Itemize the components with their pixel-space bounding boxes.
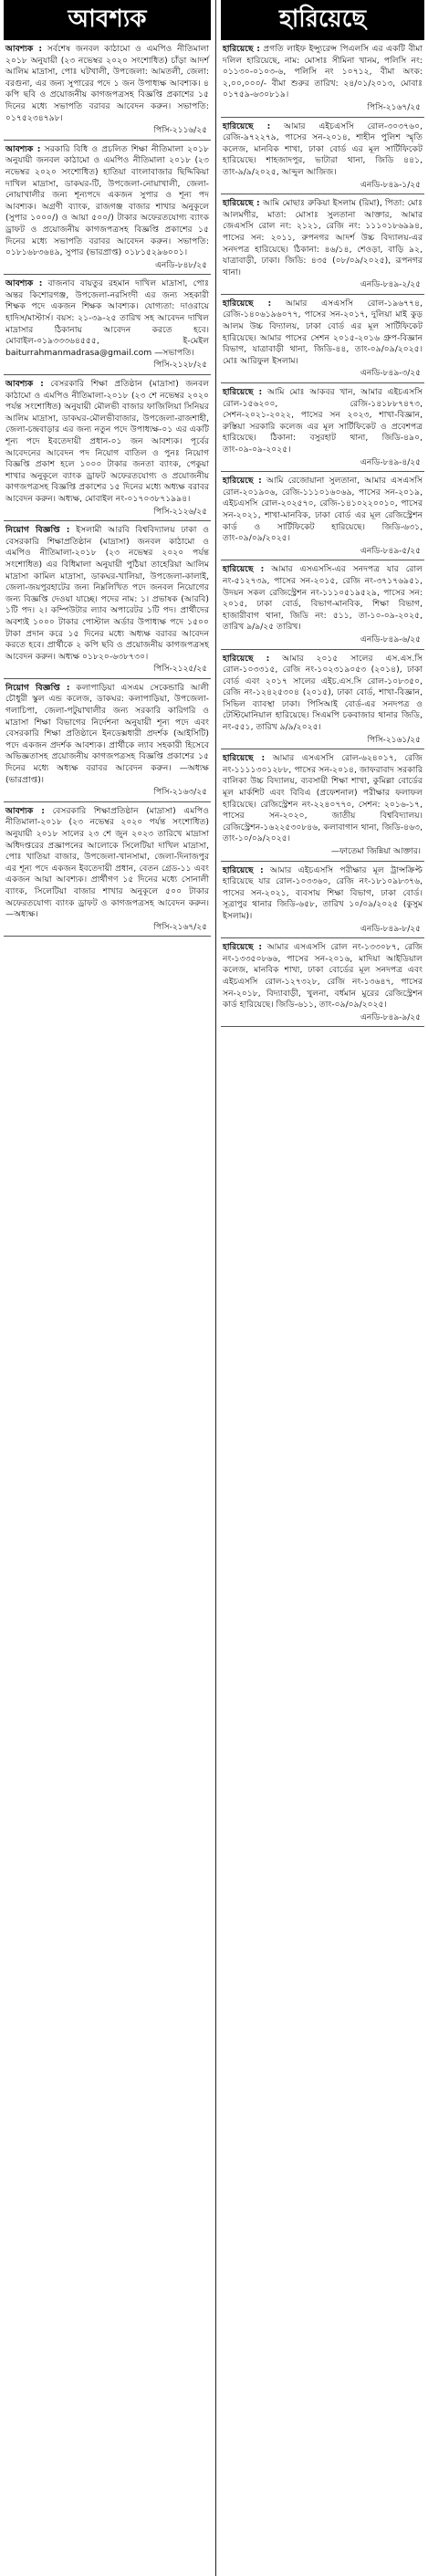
classified-ad — [221, 472, 424, 560]
ad-heading: নিয়োগ বিজ্ঞপ্তি : — [5, 525, 70, 536]
ad-text: আমার এইচএসসি পরীক্ষার মূল ট্রান্সক্রিপ্ট হারিয়েছে যার রোল-১০৩৩৬০, রেজি নং-১৮১০৯৮৩৭৬, পাসের সন-২০২১, ব্যবসায় শিক্ষা বিভাগ, ঢাকা বোর্ড। সূত্রাপুর থানার জিডি-৬৫৮, তারিখ ১০/০৯/২০২৫ (কুসুম ইসলাম)। — [223, 864, 423, 921]
ad-reference-code: পিসি-২১২৬/২৫ — [153, 507, 207, 517]
ad-reference-code: এনডি-৮৪৮/২৫ — [155, 260, 207, 270]
ad-body — [223, 121, 423, 179]
ad-heading: হারিয়েছে : — [223, 864, 264, 875]
ad-heading: হারিয়েছে : — [223, 387, 263, 398]
ad-text: বেসরকারি শিক্ষা প্রতিষ্ঠান (মাদ্রাসা) জনবল কাঠামো ও এমপিও নীতিমালা-২০১৮ (২৩ শে নভেম্বর ২০২০ পর্যন্ত সংশোধিত) অনুযায়ী মৌলভী বাজার ফাজিলিয়া সিনিয়র আলিম মাদ্রাসা, ডাকঘর-মৌলভীবাজার, উপজেলা-রাজশাহী, জেলা-চন্দ্রবাড়ার এর জন্য নতুন পদে উপাধ্যক্ষ-০১ এর একটি শূন্য পদে ইবতেদায়ী প্রধান-০১ জন আবশ্যক। পূর্বের আবেদনের আবেদন পদ নিয়োগ বাতিল ও পুনঃ নিয়োগ বিজ্ঞপ্তি প্রকাশ হলে ১০০০ টাকার জনতা ব্যাংক, পেকুয়া শাখার অনুকূলে ব্যাংক ড্রাফট অফেরতযোগ্য ও প্রয়োজনীয় কাগজপত্রসহ বিজ্ঞপ্তি প্রকাশের ১৫ দিনের মধ্যে অধ্যক্ষ বরাবর আবেদন করুন। অধ্যক্ষ, মোবাইল নং-০১৭০৩৮৭১৯৯৪। — [5, 379, 209, 504]
ad-reference-code: এনডি-৮৪৯-৮/২৫ — [360, 924, 421, 934]
ad-reference-code: এনডি-৮৪৯-১/২৫ — [360, 180, 421, 190]
ad-heading: হারিয়েছে : — [223, 653, 270, 664]
classified-ad — [221, 650, 424, 750]
ad-reference-code: এনডি-৮৪৯-২/২৫ — [360, 280, 421, 290]
ad-heading: হারিয়েছে : — [223, 198, 260, 209]
ad-body — [223, 44, 423, 101]
ad-text: আমার এইচএসসি রোল-৩০৩৭৬০, রেজি-৯৭২২৭৯, পাসের সন-২০১৪, শাহীন পুলিশ স্মৃতি কলেজ, মানবিক শাখা, ঢাকা বোর্ড এর মূল সার্টিফিকেট হারিয়েছে। শাহজাদপুর, ভাটারা থানা, জিডি ৪৪১, তাং-৯/৯/২০২৫, আব্দুল আজিজ। — [223, 120, 423, 177]
ad-body — [223, 942, 423, 1011]
classified-ad — [4, 141, 211, 276]
ad-reference-code: এনডি-৮৪৯-৬/২৫ — [360, 634, 421, 644]
ad-heading: হারিয়েছে : — [223, 44, 260, 54]
ad-reference-code: —ফাতেমা জিন্নিয়া আক্তার। — [330, 847, 421, 856]
classified-ad — [221, 383, 424, 472]
ad-body — [223, 865, 423, 923]
ad-body — [223, 476, 423, 545]
ad-list-lost — [221, 40, 424, 1027]
ad-reference-code: পিসি-২১২৫/২৫ — [153, 665, 207, 675]
ad-reference-code: পিসি-২১৬১/২৫ — [367, 735, 421, 745]
ad-body — [5, 44, 209, 124]
ad-text: প্রগতি লাইফ ইন্স্যুরেন্স পিএলসি এর একটি বীমা দলিল হারিয়েছে, নাম: মোসাঃ সীমিনা খানম, পলিসি নং: ০১১৩০-০১০৩-৬, পলিসি নং ১০৭১২, বীমা অংক: ২,০০,০০০/- বীমা শুরুর তারিখ: ২৪/০১/২০১৩, মোবাঃ ০১৭৫৯-৬৩০৮১৯। — [223, 44, 423, 100]
ad-heading: হারিয়েছে : — [223, 120, 271, 131]
ad-body — [5, 525, 209, 663]
ad-heading: আবশ্যক : — [5, 143, 41, 154]
ad-reference-code: এনডি-৮৪৯-৯/২৫ — [360, 1012, 421, 1022]
ad-text: আমার এসএসসি-এর সনদপত্র যার রোল নং-৫১২৭৩৯, পাসের সন-২০১৫, রেজি নং-৩৭১৭৬৯৫১, উদয়ন সকল রেজিস্ট্রেশন নং-১১১০৫১৯৫২৯, পাসের সন: ২০১৫, ঢাকা বোর্ড, বিভাগ-মানবিক, শিক্ষা বিভাগ, হাজারীবাগ থানা, জিডি নং: ৫১১, তা-১০-০৯-২০২৫, তারিখ ৯/৯/২৫ তারিখ। — [223, 564, 423, 633]
ad-body — [5, 379, 209, 506]
ad-reference-code: পিসি-২১২৮/২৫ — [153, 361, 207, 371]
classified-ad — [221, 938, 424, 1027]
ad-body — [223, 298, 423, 368]
ad-body — [223, 654, 423, 734]
ad-heading: হারিয়েছে : — [223, 564, 265, 575]
section-header-wanted: আবশ্যক — [4, 0, 211, 40]
ad-heading: আবশ্যক : — [5, 278, 43, 289]
ad-body — [5, 144, 209, 259]
ad-text: কলাপাড়িয়া এসএম সেকেন্ডারি আলী চৌধুরী স্কুল এন্ড কলেজ, ডাকঘর: কলাপাড়িয়া, উপজেলা-গলাচিপা, জেলা-পটুয়াখালীর জন্য সরকারি কারিগরি ও মাদ্রাসা শিক্ষা বিভাগের নির্দেশনা অনুযায়ী শূন্য পদে এবং বেসরকারি শিক্ষা প্রতিষ্ঠানে ইনডেক্সধারী প্রদর্শক (আইসিটি) পদে একজন প্রদর্শক আবশ্যক। প্রার্থীকে ল্যাব সহকারী হিসেবে অভিজ্ঞতাসহ প্রয়োজনীয় কাগজপত্রসহ বিজ্ঞপ্তি প্রকাশের ১৫ দিনের মধ্যে অধ্যক্ষ বরাবর আবেদন করুন। —অধ্যক্ষ (ভারপ্রাপ্ত)। — [5, 682, 209, 785]
classified-ad — [221, 295, 424, 383]
ad-body — [5, 278, 209, 359]
classified-ad — [4, 275, 211, 375]
ad-reference-code: পিসি-২১৬৭/২৫ — [367, 102, 421, 112]
ad-reference-code: এনডি-৮৪৯-৩/২৫ — [360, 369, 421, 379]
ad-heading: হারিয়েছে : — [223, 476, 262, 487]
ad-body — [223, 564, 423, 634]
ad-text: আমার এসএসসি রোল নং-১৩৩০৮৭, রেজি নং-১৩৩৫০৮৬৬, পাসের সন-২০১৬, মাদিয়া আইডিয়াল কলেজ, মানবিক শাখা, ঢাকা বোর্ডের মূল সনদপত্র এবং এইচএসসি রোল-১২৭৩২৮, রেজি নং-১৩৬৪৭, পাসের সন-২০১৮, বিদ্যাবাড়ী, খুলনা, বর্ধমান মুরের রেজিস্ট্রেশন কার্ড হারিয়েছে। জিডি-৬১১, তাং-০৯/০৯/২০২৫। — [223, 942, 423, 1011]
ad-heading: হারিয়েছে : — [223, 753, 266, 764]
ad-text: আমি মোঃ আকবর খান, আমার এইচএসসি রোল-১৫৬২০০, রেজি-১৪১৮৮৭৪৭৩, সেশন-২০২১-২০২২, পাসের সন ২০২৩, শাখা-বিজ্ঞান, রুস্তিয়া সরকারি কলেজ এর মূল সার্টিফিকেট ও প্রবেশপত্র হারিয়েছে। ঠিকানা: বসুরহাট থানা, জিডি-৪৯০, তাং-০৯-০৯-২০২৫। — [223, 387, 423, 455]
classified-ad — [221, 862, 424, 939]
column-lost — [221, 0, 424, 1027]
column-divider — [215, 0, 216, 2576]
ad-body — [223, 198, 423, 278]
classified-ad — [221, 118, 424, 195]
ad-text: আমি রেজোয়ানা সুলতানা, আমার এসএসসি রোল-২০১৯০৬, রেজি-১১১০১৬০৬৯, পাসের সন-২০১৯, এইচএসসি রোল-২০২৫৭০, রেজি-১৪১০২২০০১০, পাসের সন-২০২১, শাখা-মানবিক, ঢাকা বোর্ড এর মূল রেজিস্ট্রেশন কার্ড ও সার্টিফিকেট হারিয়েছে। জিডি-৬৩১, তাং-০৯/০৯/২০২৫। — [223, 476, 423, 544]
classified-ad — [4, 679, 211, 802]
classified-ad — [4, 375, 211, 521]
classified-ad — [4, 802, 211, 937]
ad-reference-code: পিসি-২১৬৩/২৫ — [153, 788, 207, 798]
ad-heading: হারিয়েছে : — [223, 942, 263, 953]
classified-ad — [221, 194, 424, 295]
ad-heading: আবশ্যক : — [5, 44, 43, 54]
ad-reference-code: এনডি-৮৪৯-৪/২৫ — [360, 457, 421, 467]
ad-text: ইসলামী আরবি বিশ্ববিদ্যালয় ঢাকা ও বেসরকারি শিক্ষাপ্রতিষ্ঠান (মাদ্রাসা) জনবল কাঠামো ও এমপিও নীতিমালা-২০১৮ (২৩ নভেম্বর ২০২০ পর্যন্ত সংশোধিত) এর বিধিমালা অনুযায়ী পুঠিয়া তাহেরিয়া আলিম মাদ্রাসা কামিল মাদ্রাসা, ডাকঘর-খালিয়া, উপজেলা-কালাই, জেলা-জয়পুরহাটের জন্য নিম্নলিখিত পদে জনবল নিয়োগের জন্য বিজ্ঞপ্তি দেওয়া যাচ্ছে। পদের নাম: ১। প্রভাষক (আরবি) ১টি পদ। ২। কম্পিউটার ল্যাব অপারেটর ১টি পদ। প্রার্থীদের অবশ্যই ১০০০ টাকার পোস্টাল অর্ডার উপাধ্যক্ষ পদে ১৫০০ টাকা প্রদান করে ১৫ দিনের মধ্যে অধ্যক্ষ বরাবর আবেদন করতে হবে। প্রার্থীকে ২ কপি ছবি ও প্রয়োজনীয় কাগজপত্রসহ আবেদন করুন। অধ্যক্ষ ০১৮২০-৬৩৮৭৩০। — [5, 525, 209, 662]
section-header-lost: হারিয়েছে — [221, 0, 424, 40]
classified-ad — [221, 749, 424, 861]
ad-body — [5, 683, 209, 786]
classified-ad — [4, 521, 211, 679]
column-wanted — [4, 0, 211, 937]
ad-heading: নিয়োগ বিজ্ঞপ্তি : — [5, 682, 70, 693]
ad-heading: হারিয়েছে : — [223, 298, 272, 309]
ad-heading: আবশ্যক : — [5, 805, 45, 816]
ad-body — [223, 387, 423, 456]
ad-reference-code: পিসি-২১১৬/২৫ — [153, 126, 207, 136]
ad-reference-code: এনডি-৮৪৯-৫/২৫ — [360, 546, 421, 556]
ad-text: সরকারি বিধি ও প্রচলিত শিক্ষা নীতিমালা ২০১৮ অনুযায়ী জনবল কাঠামো ও এমপিও নীতিমালা ২০১৮ (২৩ নভেম্বর ২০২০ সংশোধিত) হাতিয়া বাংলাবাজার ছিদ্দিকিয়া দাখিল মাদ্রাসা, ডাকঘর-টি, উপজেলা-নোয়াখালী, জেলা-নোয়াখালীর জন্য শূন্যপদে একজন সুপার ও শূন্য পদ আবশ্যক। অগ্রণী ব্যাংক, রাজগঞ্জ বাজার শাখার অনুকূলে (সুপার ১০০০/) ও আয়া ৫০০/) টাকার অফেরতযোগ্য ব্যাংক ড্রাফট ও প্রয়োজনীয় কাগজপত্রসহ বিজ্ঞপ্তি প্রকাশের ১৫ দিনের মধ্যে সভাপতি বরাবর আবেদন করুন। সভাপতি: ০১৮১৬৮৩৬৪৯, সুপার (ভারপ্রাপ্ত) ০১৮১৫২৯৬০০১। — [5, 143, 209, 258]
ad-reference-code: পিসি-২১৬৭/২৫ — [153, 922, 207, 932]
ad-list-wanted — [4, 40, 211, 937]
ad-heading: আবশ্যক : — [5, 379, 44, 390]
classified-ad — [221, 560, 424, 649]
ad-text: আমি মোছাঃ রুকিয়া ইসলাম (রিমা), পিতা: মোঃ আলমগীর, মাতা: মোসাঃ সুলতানা আক্তার, আমার জেএসসি রোল নং: ২১২১, রেজি নং: ১১১০১৮৬৯৯৪, পাসের সন: ২০১১, রুপনগর আদর্শ উচ্চ বিদ্যালয়-এর সনদপত্র হারিয়েছে। ঠিকানা: ৪৬/১৪, শেওড়া, বাড়ি ৯২, যাত্রাবাড়ী, ঢাকা। জিডি: ৪৩৫ (০৮/০৯/২০২৫), রূপনগর থানা। — [223, 198, 423, 277]
ad-text: আমার এসএসসি রোল-১৯৬৭৭৪, রেজি-১৪০৬১৯৬০৭৭, পাসের সন-২০১৭, দুলিয়া মাই কুড় আলম উচ্চ বিদ্যালয়, ঢাকা বোর্ড এর মূল সার্টিফিকেট হারিয়েছে। আমার পাসের সেশন ২০১৫-২০১৬ গ্রুপ-বিজ্ঞান বিভাগ, যাত্রাবাড়ী থানা, জিডি-৪৪, তাং-০৯/০৯/২০২৫। মোঃ আরিফুল ইসলাম। — [223, 298, 423, 366]
ad-text: আমার এসএসসি রোল-৬২৪০১৭, রেজি নং-১১১১৩০১২৮৮, পাসের সন-২০১৪, জাফরাবাদ সরকারি বালিকা উচ্চ বিদ্যালয়, ব্যবসায়ী শিক্ষা শাখা, কুমিল্লা বোর্ডের মূল মার্কশিট এবং বিবিএ (প্রফেশনাল) পরীক্ষার ফলাফল হারিয়েছে। রেজিস্ট্রেশন নং-২২৪০৭৭০, সেশন: ২০১৬-১৭, পাসের সন-২০২০, জাতীয় বিশ্ববিদ্যালয়। রেজিস্ট্রেশন-১৬২২৫৩০৮৪৬, কলাবাগান থানা, জিডি-৪৬৩, তাং-১০/০৯/২০২৫। — [223, 753, 423, 844]
ad-text: সর্বশেষ জনবল কাঠামো ও এমপিও নীতিমালা ২০১৮ অনুযায়ী (২৩ নভেম্বর ২০২০ সংশোধিত) চাঁড়া আদর্শ আলিম মাদ্রাসা, পোঃ ঘটখালী, উপজেলা: আমতলী, জেলা: বরগুনা, এর জন্য সুপারের পদে ১ জন উপাধ্যক্ষ আবশ্যক। ৪ কপি ছবি ও প্রয়োজনীয় কাগজপত্রসহ বিজ্ঞপ্তি প্রকাশের ১৫ দিনের মধ্যে সভাপতি বরাবর আবেদন করুন। সভাপতি: ০১৭৫২৩৪৭৯৮। — [5, 44, 209, 123]
ad-text: আমার ২০১৫ সালের এস.এস.সি রোল-১০৩৩১৫, রেজি নং-১০২৩১৯০৫৩ (২০১৪), ঢাকা বোর্ড এবং ২০১৭ সালের এইচ.এস.সি রোল-১০৮৩৫০, রেজি নং-১২৪২৫৩০৪ (২০১৫), ঢাকা বোর্ড, শাখা-বিজ্ঞান, সিভিল ব্যাবস্থা ঢাকা। পিসিআই বোর্ড-এর সনদপত্র ও টেস্টিমোনিয়াল হারিয়েছে। সিএমপি চকবাজার থানার জিডি, নং-৫৫১, তারিখ ৯/৯/২০২৫। — [223, 653, 423, 733]
ad-body — [5, 806, 209, 921]
ad-text: বাজনাব বায়তুর রহমান দাখিল মাদ্রাসা, পোঃ অন্তর কিশোরগঞ্জ, উপজেলা-নরসিংদী এর জন্য সহকারী শিক্ষক পদে একজন শিক্ষক আবশ্যক। যোগ্যতা: দাওরায়ে হাদিস/মাস্টার্স। বয়স: ২১-৩৯-২৫ তারিখ সহ আবেদন দাখিল মাদ্রাসার ঠিকানায় আবেদন করতে হবে। মোবাইল-০১৯৩৩৩৬৪৫৫৫, ই-মেইল baiturrahmanmadrasa@gmail.com —সভাপতি। — [5, 278, 210, 358]
ad-text: বেসরকারি শিক্ষাপ্রতিষ্ঠান (মাদ্রাসা) এমপিও নীতিমালা-২০১৮ (২৩ নভেম্বর ২০২০ পর্যন্ত সংশোধিত) অনুযায়ী ২০১৮ সালের ২৩ শে জুন ২০২৩ তারিখে মাদ্রাসা অধিদপ্তরের প্রজ্ঞাপনের আলোকে সিলেটিয়া দাখিল মাদ্রাসা, পোঃ খাতিয়া বাজার, উপজেলা-খানসামা, জেলা-দিনাজপুর এর শূন্য পদে একজন ইবতেদায়ী প্রধান, বেতন গ্রেড-১১ এবং একজন আয়া আবশ্যক। প্রার্থীগণ ১৫ দিনের মধ্যে সোনালী ব্যাংক, সিলেটিয়া বাজার শাখার অনুকূলে ৫০০ টাকার অফেরতযোগ্য ব্যাংক ড্রাফট ও কাগজপত্রসহ আবেদন করুন। —অধ্যক্ষ। — [5, 805, 210, 920]
classified-ad — [221, 40, 424, 118]
classified-ad — [4, 40, 211, 141]
ad-body — [223, 753, 423, 845]
